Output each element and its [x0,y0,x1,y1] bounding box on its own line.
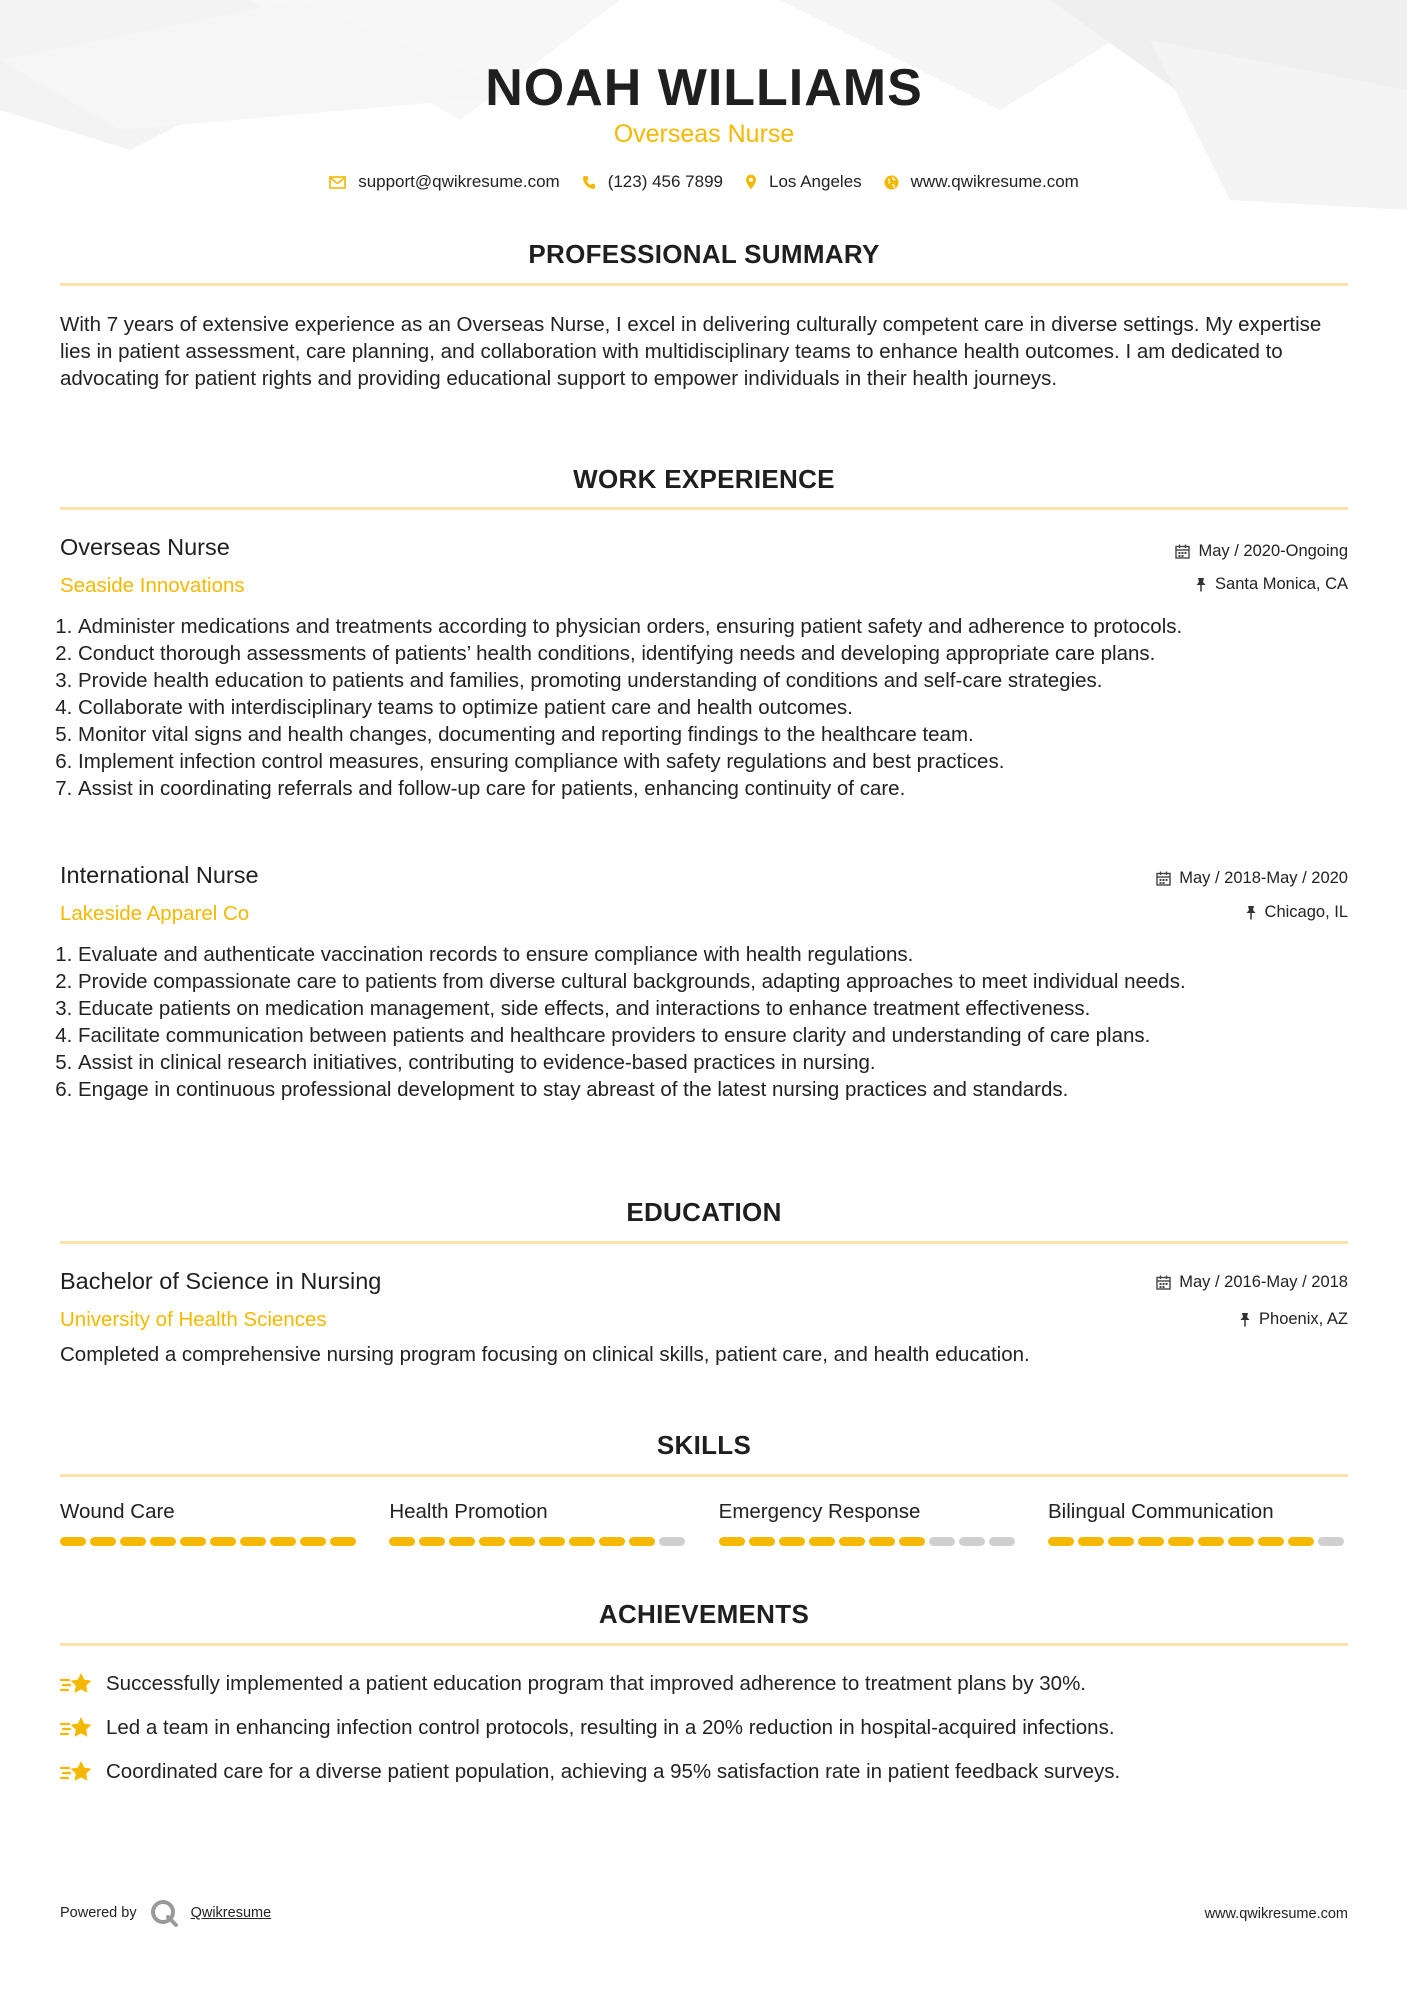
duty-item: 1. Administer medications and treatments according to physician orders, ensuring patient safety and adherence to protocols. [78,613,1366,640]
job-location-text: Chicago, IL [1264,903,1348,921]
education-date-text: May / 2016-May / 2018 [1179,1273,1348,1291]
footer-powered-by [60,1898,271,1928]
skill-dot [1108,1537,1134,1546]
duty-item: 4. Collaborate with interdisciplinary teams to optimize patient care and health outcomes. [78,694,1366,721]
duty-item: 5. Monitor vital signs and health changes, documenting and reporting findings to the healthcare team. [78,721,1366,748]
contact-website[interactable] [884,172,1079,192]
skill-dot [659,1537,685,1546]
contact-bar [60,172,1348,192]
calendar-icon [1156,1275,1171,1290]
skill-item [1048,1500,1348,1546]
duty-item: 2. Conduct thorough assessments of patients’ health conditions, identifying needs and developing appropriate care plans. [78,640,1366,667]
skill-dot [1318,1537,1344,1546]
skill-rating [719,1537,1019,1546]
skills-list [60,1500,1348,1546]
skill-dot [1288,1537,1314,1546]
education-heading: EDUCATION [626,1197,782,1227]
skill-dot [599,1537,625,1546]
contact-phone-text: (123) 456 7899 [607,172,724,191]
skill-dot [509,1537,535,1546]
skill-item [60,1500,360,1546]
duty-item: 1. Evaluate and authenticate vaccination records to ensure compliance with health regulations. [78,941,1366,968]
skill-dot [809,1537,835,1546]
skill-dot [330,1537,356,1546]
contact-website-text: www.qwikresume.com [910,172,1079,191]
skill-item [719,1500,1019,1546]
location-pin-icon [745,174,757,190]
skill-dot [569,1537,595,1546]
skill-dot [300,1537,326,1546]
summary-divider [60,283,1348,286]
job-duties-list [60,941,1366,1103]
skill-dot [899,1537,925,1546]
contact-email-text: support@qwikresume.com [358,172,560,191]
duty-item: 4. Facilitate communication between patients and healthcare providers to ensure clarity and understanding of care plans. [78,1022,1366,1049]
skill-dot [869,1537,895,1546]
skill-dot [120,1537,146,1546]
skill-dot [270,1537,296,1546]
skill-dot [929,1537,955,1546]
duty-item: 2. Provide compassionate care to patients from diverse cultural backgrounds, adapting approaches to meet individual needs. [78,968,1366,995]
duty-item: 6. Implement infection control measures, ensuring compliance with safety regulations and best practices. [78,748,1366,775]
calendar-icon [1156,871,1171,886]
star-icon [60,1759,94,1785]
job-location [1245,903,1348,922]
calendar-icon [1175,544,1190,559]
skill-dot [479,1537,505,1546]
pushpin-icon [1195,577,1207,592]
skill-dot [60,1537,86,1546]
achievement-text: Successfully implemented a patient education program that improved adherence to treatment plans by 30%. [106,1672,1086,1695]
summary-text: With 7 years of extensive experience as an Overseas Nurse, I excel in delivering culturally competent care in diverse settings. My expertise lies in patient assessment, care planning, and collaboration with multidisciplinary teams to enhance health outcomes. I am dedicated to advocating for patient rights and providing educational support to empower individuals in their health journeys. [60,313,1322,390]
job-title: International Nurse [60,862,259,888]
skill-rating [1048,1537,1348,1546]
school-name: University of Health Sciences [60,1308,327,1331]
skill-dot [1258,1537,1284,1546]
skill-name: Emergency Response [718,1500,921,1523]
skill-dot [389,1537,415,1546]
skill-item [389,1500,689,1546]
contact-email[interactable] [329,172,560,192]
qwikresume-logo-icon [149,1898,179,1928]
skill-dot [419,1537,445,1546]
achievements-heading: ACHIEVEMENTS [598,1599,810,1629]
skill-dot [749,1537,775,1546]
contact-location-text: Los Angeles [769,172,862,191]
star-icon [60,1715,94,1741]
skill-rating [389,1537,689,1546]
experience-divider [60,507,1348,510]
education-date [1156,1273,1348,1292]
skill-dot [90,1537,116,1546]
skill-dot [1138,1537,1164,1546]
skill-dot [839,1537,865,1546]
education-description: Completed a comprehensive nursing program focusing on clinical skills, patient care, and health education. [60,1343,1030,1366]
experience-heading: WORK EXPERIENCE [573,464,835,494]
brand-link[interactable]: Qwikresume [190,1905,272,1921]
skill-dot [1048,1537,1074,1546]
skill-dot [1168,1537,1194,1546]
skill-dot [180,1537,206,1546]
skill-dot [150,1537,176,1546]
skill-name: Health Promotion [389,1500,548,1523]
skill-dot [539,1537,565,1546]
envelope-icon [329,176,346,189]
powered-by-label: Powered by [60,1905,137,1921]
footer-url[interactable]: www.qwikresume.com [1204,1906,1348,1922]
achievement-item [60,1671,1348,1697]
skill-rating [60,1537,360,1546]
skill-dot [210,1537,236,1546]
skill-dot [989,1537,1015,1546]
duty-item: 5. Assist in clinical research initiatives, contributing to evidence-based practices in nursing. [78,1049,1366,1076]
summary-heading: PROFESSIONAL SUMMARY [528,239,880,269]
duty-item: 3. Educate patients on medication management, side effects, and interactions to enhance treatment effectiveness. [78,995,1366,1022]
job-date-text: May / 2018-May / 2020 [1179,869,1348,887]
job-title: Overseas Nurse [60,534,230,560]
skills-divider [60,1474,1348,1477]
duty-item: 3. Provide health education to patients and families, promoting understanding of conditions and self-care strategies. [78,667,1366,694]
skill-dot [629,1537,655,1546]
job-date [1156,869,1348,888]
skill-dot [779,1537,805,1546]
achievement-item [60,1715,1348,1741]
star-icon [60,1671,94,1697]
education-location [1239,1310,1348,1329]
job-location [1195,575,1348,594]
skill-dot [1198,1537,1224,1546]
job-duties-list [60,613,1366,802]
degree-title: Bachelor of Science in Nursing [60,1268,382,1294]
contact-phone[interactable] [582,172,723,192]
job-company: Seaside Innovations [60,574,245,597]
candidate-name: NOAH WILLIAMS [485,59,923,117]
skills-heading: SKILLS [656,1430,752,1460]
globe-icon [884,175,899,190]
achievement-text: Led a team in enhancing infection control protocols, resulting in a 20% reduction in hospital-acquired infections. [106,1716,1115,1739]
duty-item: 6. Engage in continuous professional development to stay abreast of the latest nursing practices and standards. [78,1076,1366,1103]
job-date-text: May / 2020-Ongoing [1198,542,1348,560]
job-company: Lakeside Apparel Co [60,902,250,925]
duty-item: 7. Assist in coordinating referrals and follow-up care for patients, enhancing continuity of care. [78,775,1366,802]
skill-dot [959,1537,985,1546]
skill-dot [1078,1537,1104,1546]
job-location-text: Santa Monica, CA [1215,575,1348,593]
pushpin-icon [1239,1312,1251,1327]
education-location-text: Phoenix, AZ [1259,1310,1348,1328]
job-date [1175,542,1348,561]
achievement-text: Coordinated care for a diverse patient population, achieving a 95% satisfaction rate in patient feedback surveys. [106,1760,1121,1783]
skill-name: Wound Care [60,1500,175,1523]
pushpin-icon [1245,905,1257,920]
phone-icon [582,175,596,190]
achievements-divider [60,1643,1348,1646]
skill-dot [240,1537,266,1546]
skill-name: Bilingual Communication [1047,1500,1274,1523]
contact-location [745,172,862,192]
skill-dot [449,1537,475,1546]
education-divider [60,1241,1348,1244]
achievement-item [60,1759,1348,1785]
skill-dot [719,1537,745,1546]
skill-dot [1228,1537,1254,1546]
candidate-role: Overseas Nurse [613,120,795,148]
